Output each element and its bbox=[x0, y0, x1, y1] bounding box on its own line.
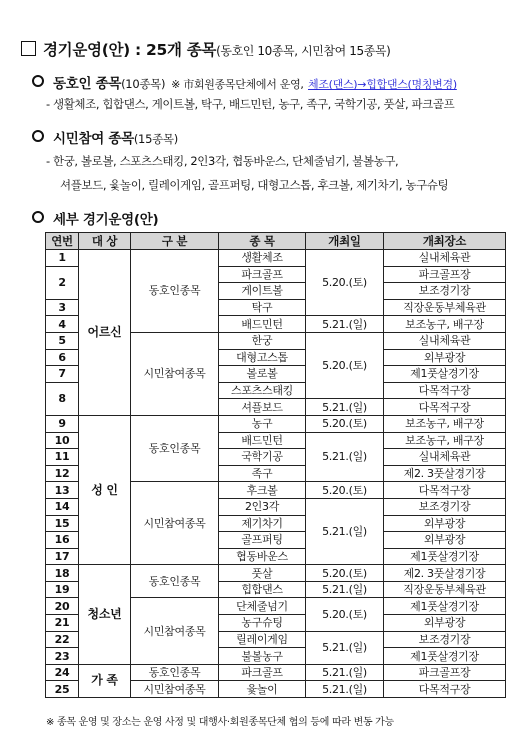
event-cell: 단체줄넘기 bbox=[219, 598, 306, 615]
category-cell: 시민참여종목 bbox=[131, 598, 219, 664]
col-header-target: 대 상 bbox=[79, 233, 131, 250]
row-number: 9 bbox=[46, 415, 79, 432]
venue-cell: 직장운동부체육관 bbox=[384, 581, 506, 598]
event-cell: 스포츠스태킹 bbox=[219, 382, 306, 399]
circle-bullet-icon bbox=[32, 211, 44, 223]
category-cell: 시민참여종목 bbox=[131, 482, 219, 565]
row-number: 1 bbox=[46, 250, 79, 267]
venue-cell: 보조경기장 bbox=[384, 631, 506, 648]
event-cell: 힙합댄스 bbox=[219, 581, 306, 598]
col-header-date: 개최일 bbox=[306, 233, 384, 250]
table-row bbox=[46, 250, 506, 267]
event-cell: 풋살 bbox=[219, 565, 306, 582]
row-number: 4 bbox=[46, 316, 79, 333]
circle-bullet-icon bbox=[32, 130, 44, 142]
main-subtitle: (동호인 10종목, 시민참여 15종목) bbox=[216, 44, 391, 58]
category-cell: 동호인종목 bbox=[131, 250, 219, 333]
venue-cell: 직장운동부체육관 bbox=[384, 299, 506, 316]
row-number: 16 bbox=[46, 532, 79, 549]
club-events-list: - 생활체조, 힙합댄스, 게이트볼, 탁구, 배드민턴, 농구, 족구, 국학기공, 풋살, 파크골프 bbox=[46, 97, 455, 111]
venue-cell: 실내체육관 bbox=[384, 250, 506, 267]
event-cell: 게이트볼 bbox=[219, 283, 306, 300]
venue-cell: 제2. 3풋살경기장 bbox=[384, 465, 506, 482]
venue-cell: 외부광장 bbox=[384, 349, 506, 366]
section-title: 세부 경기운영(안) bbox=[53, 212, 159, 228]
table-row bbox=[46, 565, 506, 582]
footnote: ※ 종목 운영 및 장소는 운영 사정 및 대행사·회원종목단체 협의 등에 따라 변동 가능 bbox=[46, 717, 394, 728]
event-cell: 국학기공 bbox=[219, 449, 306, 466]
date-cell: 5.20.(토) bbox=[306, 415, 384, 432]
venue-cell: 외부광장 bbox=[384, 515, 506, 532]
venue-cell: 실내체육관 bbox=[384, 449, 506, 466]
venue-cell: 외부광장 bbox=[384, 532, 506, 549]
row-number: 11 bbox=[46, 449, 79, 466]
row-number: 17 bbox=[46, 548, 79, 565]
event-cell: 파크골프 bbox=[219, 664, 306, 681]
main-title: 경기운영(안) : 25개 종목 bbox=[43, 41, 217, 59]
row-number: 7 bbox=[46, 366, 79, 383]
venue-cell: 파크골프장 bbox=[384, 664, 506, 681]
date-cell: 5.21.(일) bbox=[306, 581, 384, 598]
event-cell: 대형고스톱 bbox=[219, 349, 306, 366]
row-number: 10 bbox=[46, 432, 79, 449]
row-number: 6 bbox=[46, 349, 79, 366]
row-number: 23 bbox=[46, 648, 79, 665]
venue-cell: 다목적구장 bbox=[384, 482, 506, 499]
circle-bullet-icon bbox=[32, 75, 44, 87]
section-count: (10종목) bbox=[121, 77, 166, 91]
name-change-link[interactable]: 체조(댄스)→힙합댄스(명칭변경) bbox=[308, 78, 457, 91]
row-number: 19 bbox=[46, 581, 79, 598]
row-number: 20 bbox=[46, 598, 79, 615]
section-club-events bbox=[32, 72, 457, 92]
event-cell: 파크골프 bbox=[219, 266, 306, 283]
category-cell: 동호인종목 bbox=[131, 565, 219, 598]
col-header-category: 구 분 bbox=[131, 233, 219, 250]
event-cell: 윷놀이 bbox=[219, 681, 306, 698]
target-cell: 가 족 bbox=[79, 664, 131, 697]
venue-cell: 보조농구, 배구장 bbox=[384, 415, 506, 432]
category-cell: 동호인종목 bbox=[131, 415, 219, 481]
date-cell: 5.21.(일) bbox=[306, 432, 384, 482]
section-note: ※ 市회원종목단체에서 운영, bbox=[171, 78, 304, 91]
venue-cell: 다목적구장 bbox=[384, 681, 506, 698]
section-citizen-events bbox=[32, 127, 178, 147]
citizen-events-list-2: 셔플보드, 윷놀이, 릴레이게임, 골프퍼팅, 대형고스톱, 후크볼, 제기차기, 농구슈팅 bbox=[60, 178, 449, 192]
row-number: 8 bbox=[46, 382, 79, 415]
row-number: 2 bbox=[46, 266, 79, 299]
venue-cell: 제1풋살경기장 bbox=[384, 648, 506, 665]
table-row bbox=[46, 415, 506, 432]
row-number: 12 bbox=[46, 465, 79, 482]
date-cell: 5.21.(일) bbox=[306, 681, 384, 698]
event-cell: 배드민턴 bbox=[219, 432, 306, 449]
date-cell: 5.21.(일) bbox=[306, 631, 384, 664]
category-cell: 동호인종목 bbox=[131, 664, 219, 681]
col-header-no: 연번 bbox=[46, 233, 79, 250]
row-number: 22 bbox=[46, 631, 79, 648]
row-number: 14 bbox=[46, 498, 79, 515]
venue-cell: 보조경기장 bbox=[384, 498, 506, 515]
venue-cell: 실내체육관 bbox=[384, 332, 506, 349]
section-details bbox=[32, 208, 158, 228]
row-number: 25 bbox=[46, 681, 79, 698]
main-heading bbox=[21, 38, 390, 60]
event-cell: 한궁 bbox=[219, 332, 306, 349]
venue-cell: 다목적구장 bbox=[384, 382, 506, 399]
venue-cell: 제1풋살경기장 bbox=[384, 548, 506, 565]
event-cell: 후크볼 bbox=[219, 482, 306, 499]
event-cell: 볼로볼 bbox=[219, 366, 306, 383]
event-cell: 제기차기 bbox=[219, 515, 306, 532]
date-cell: 5.20.(토) bbox=[306, 482, 384, 499]
citizen-events-list-1: - 한궁, 볼로볼, 스포츠스태킹, 2인3각, 협동바운스, 단체줄넘기, 불볼농구, bbox=[46, 154, 399, 168]
target-cell: 성 인 bbox=[79, 415, 131, 564]
schedule-table bbox=[45, 232, 506, 698]
date-cell: 5.21.(일) bbox=[306, 316, 384, 333]
row-number: 24 bbox=[46, 664, 79, 681]
row-number: 21 bbox=[46, 615, 79, 632]
section-title: 동호인 종목 bbox=[53, 76, 122, 92]
category-cell: 시민참여종목 bbox=[131, 681, 219, 698]
event-cell: 농구슈팅 bbox=[219, 615, 306, 632]
col-header-venue: 개최장소 bbox=[384, 233, 506, 250]
col-header-event: 종 목 bbox=[219, 233, 306, 250]
venue-cell: 다목적구장 bbox=[384, 399, 506, 416]
row-number: 15 bbox=[46, 515, 79, 532]
row-number: 13 bbox=[46, 482, 79, 499]
row-number: 18 bbox=[46, 565, 79, 582]
venue-cell: 보조농구, 배구장 bbox=[384, 316, 506, 333]
date-cell: 5.20.(토) bbox=[306, 250, 384, 316]
event-cell: 족구 bbox=[219, 465, 306, 482]
event-cell: 골프퍼팅 bbox=[219, 532, 306, 549]
date-cell: 5.20.(토) bbox=[306, 598, 384, 631]
venue-cell: 보조농구, 배구장 bbox=[384, 432, 506, 449]
event-cell: 2인3각 bbox=[219, 498, 306, 515]
square-bullet-icon bbox=[21, 41, 36, 56]
venue-cell: 제1풋살경기장 bbox=[384, 598, 506, 615]
section-count: (15종목) bbox=[133, 132, 178, 146]
event-cell: 불볼농구 bbox=[219, 648, 306, 665]
date-cell: 5.21.(일) bbox=[306, 664, 384, 681]
table-row bbox=[46, 664, 506, 681]
venue-cell: 외부광장 bbox=[384, 615, 506, 632]
venue-cell: 제2. 3풋살경기장 bbox=[384, 565, 506, 582]
row-number: 3 bbox=[46, 299, 79, 316]
venue-cell: 파크골프장 bbox=[384, 266, 506, 283]
section-title: 시민참여 종목 bbox=[53, 131, 134, 147]
event-cell: 협동바운스 bbox=[219, 548, 306, 565]
event-cell: 릴레이게임 bbox=[219, 631, 306, 648]
target-cell: 청소년 bbox=[79, 565, 131, 665]
event-cell: 농구 bbox=[219, 415, 306, 432]
table-header-row bbox=[46, 233, 506, 250]
event-cell: 생활체조 bbox=[219, 250, 306, 267]
venue-cell: 제1풋살경기장 bbox=[384, 366, 506, 383]
target-cell: 어르신 bbox=[79, 250, 131, 416]
date-cell: 5.20.(토) bbox=[306, 565, 384, 582]
row-number: 5 bbox=[46, 332, 79, 349]
event-cell: 셔플보드 bbox=[219, 399, 306, 416]
category-cell: 시민참여종목 bbox=[131, 332, 219, 415]
date-cell: 5.21.(일) bbox=[306, 498, 384, 564]
date-cell: 5.21.(일) bbox=[306, 399, 384, 416]
event-cell: 배드민턴 bbox=[219, 316, 306, 333]
event-cell: 탁구 bbox=[219, 299, 306, 316]
date-cell: 5.20.(토) bbox=[306, 332, 384, 398]
venue-cell: 보조경기장 bbox=[384, 283, 506, 300]
